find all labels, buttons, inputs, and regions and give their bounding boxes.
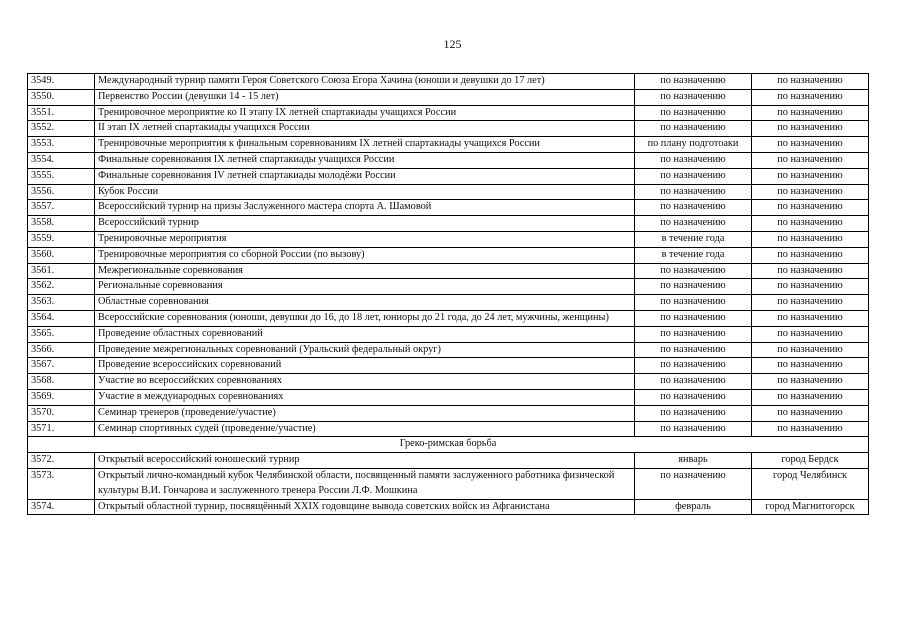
table-row [28,499,869,515]
table-row [28,152,869,168]
row-number: 3549. [28,74,95,90]
event-date: по назначению [635,216,752,232]
event-date: по назначению [635,310,752,326]
row-number: 3573. [28,468,95,499]
event-place: по назначению [752,200,869,216]
event-date: январь [635,453,752,469]
event-name: Открытый областной турнир, посвящённый XXIX годовщине вывода советских войск из Афганистана [95,499,635,515]
table-row [28,358,869,374]
event-place: по назначению [752,358,869,374]
table-row [28,421,869,437]
event-date: в течение года [635,231,752,247]
row-number: 3571. [28,421,95,437]
event-name: Первенство России (девушки 14 - 15 лет) [95,89,635,105]
event-place: по назначению [752,184,869,200]
event-place: по назначению [752,326,869,342]
event-name: Кубок России [95,184,635,200]
table-row [28,247,869,263]
event-name: Тренировочные мероприятия [95,231,635,247]
event-name: Всероссийский турнир [95,216,635,232]
event-place: город Бердск [752,453,869,469]
row-number: 3574. [28,499,95,515]
event-date: по назначению [635,389,752,405]
event-date: по назначению [635,184,752,200]
event-date: февраль [635,499,752,515]
event-date: по назначению [635,326,752,342]
table-row [28,374,869,390]
row-number: 3567. [28,358,95,374]
event-name: Межрегиональные соревнования [95,263,635,279]
event-place: по назначению [752,310,869,326]
event-place: по назначению [752,121,869,137]
table-row [28,168,869,184]
row-number: 3564. [28,310,95,326]
section-row [28,437,869,453]
event-name: Семинар тренеров (проведение/участие) [95,405,635,421]
row-number: 3550. [28,89,95,105]
event-date: по назначению [635,295,752,311]
table-row [28,74,869,90]
row-number: 3551. [28,105,95,121]
event-date: по назначению [635,342,752,358]
event-place: по назначению [752,89,869,105]
event-date: по назначению [635,105,752,121]
event-place: по назначению [752,247,869,263]
row-number: 3562. [28,279,95,295]
event-place: по назначению [752,405,869,421]
event-name: Финальные соревнования IX летней спартакиады учащихся России [95,152,635,168]
table-row [28,310,869,326]
event-date: по назначению [635,468,752,499]
event-date: по назначению [635,279,752,295]
event-date: по назначению [635,121,752,137]
event-place: по назначению [752,105,869,121]
events-table-body [28,74,869,515]
row-number: 3572. [28,453,95,469]
event-name: Проведение всероссийских соревнований [95,358,635,374]
event-place: город Челябинск [752,468,869,499]
event-name: Финальные соревнования IV летней спартакиады молодёжи России [95,168,635,184]
event-place: по назначению [752,421,869,437]
table-row [28,121,869,137]
table-row [28,231,869,247]
table-row [28,326,869,342]
event-place: по назначению [752,295,869,311]
row-number: 3555. [28,168,95,184]
event-name: Проведение межрегиональных соревнований (Уральский федеральный округ) [95,342,635,358]
event-name: Семинар спортивных судей (проведение/участие) [95,421,635,437]
event-date: по назначению [635,263,752,279]
row-number: 3561. [28,263,95,279]
event-name: Областные соревнования [95,295,635,311]
row-number: 3552. [28,121,95,137]
event-date: по назначению [635,168,752,184]
table-row [28,89,869,105]
row-number: 3566. [28,342,95,358]
event-date: по назначению [635,405,752,421]
event-place: по назначению [752,231,869,247]
table-row [28,342,869,358]
event-place: по назначению [752,374,869,390]
event-date: в течение года [635,247,752,263]
event-place: по назначению [752,342,869,358]
event-place: по назначению [752,389,869,405]
event-place: по назначению [752,137,869,153]
table-row [28,184,869,200]
event-name: Тренировочные мероприятия со сборной России (по вызову) [95,247,635,263]
event-name: Открытый лично-командный кубок Челябинской области, посвященный памяти заслуженного работника физической культуры В.И. Гончарова и заслуженного тренера России Л.Ф. Мошкина [95,468,635,499]
event-date: по плану подготоаки [635,137,752,153]
row-number: 3560. [28,247,95,263]
table-row [28,263,869,279]
row-number: 3568. [28,374,95,390]
table-row [28,389,869,405]
event-place: по назначению [752,279,869,295]
event-place: по назначению [752,263,869,279]
row-number: 3563. [28,295,95,311]
event-date: по назначению [635,74,752,90]
row-number: 3565. [28,326,95,342]
table-row [28,405,869,421]
event-date: по назначению [635,421,752,437]
event-name: Тренировочные мероприятия к финальным соревнованиям IX летней спартакиады учащихся России [95,137,635,153]
table-row [28,279,869,295]
table-row [28,137,869,153]
row-number: 3558. [28,216,95,232]
row-number: 3559. [28,231,95,247]
event-name: Участие во всероссийских соревнованиях [95,374,635,390]
event-date: по назначению [635,89,752,105]
event-place: город Магнитогорск [752,499,869,515]
event-name: II этап IX летней спартакиады учащихся России [95,121,635,137]
event-name: Открытый всероссийский юношеский турнир [95,453,635,469]
section-title: Греко-римская борьба [28,437,869,453]
event-place: по назначению [752,168,869,184]
events-table [27,73,869,515]
event-date: по назначению [635,200,752,216]
table-row [28,105,869,121]
table-row [28,453,869,469]
table-row [28,295,869,311]
page-number: 125 [443,37,462,51]
table-row [28,216,869,232]
event-name: Тренировочное мероприятие ко II этапу IX летней спартакиады учащихся России [95,105,635,121]
row-number: 3553. [28,137,95,153]
row-number: 3570. [28,405,95,421]
row-number: 3557. [28,200,95,216]
row-number: 3554. [28,152,95,168]
event-date: по назначению [635,152,752,168]
event-name: Всероссийский турнир на призы Заслуженного мастера спорта А. Шамовой [95,200,635,216]
event-name: Региональные соревнования [95,279,635,295]
row-number: 3569. [28,389,95,405]
event-place: по назначению [752,216,869,232]
event-name: Всероссийские соревнования (юноши, девушки до 16, до 18 лет, юниоры до 21 года, до 24 лет, мужчины, женщины) [95,310,635,326]
row-number: 3556. [28,184,95,200]
event-place: по назначению [752,152,869,168]
event-name: Участие в международных соревнованиях [95,389,635,405]
event-date: по назначению [635,358,752,374]
event-name: Международный турнир памяти Героя Советского Союза Егора Хачина (юноши и девушки до 17 лет) [95,74,635,90]
event-date: по назначению [635,374,752,390]
table-row [28,468,869,499]
event-name: Проведение областных соревнований [95,326,635,342]
table-row [28,200,869,216]
event-place: по назначению [752,74,869,90]
